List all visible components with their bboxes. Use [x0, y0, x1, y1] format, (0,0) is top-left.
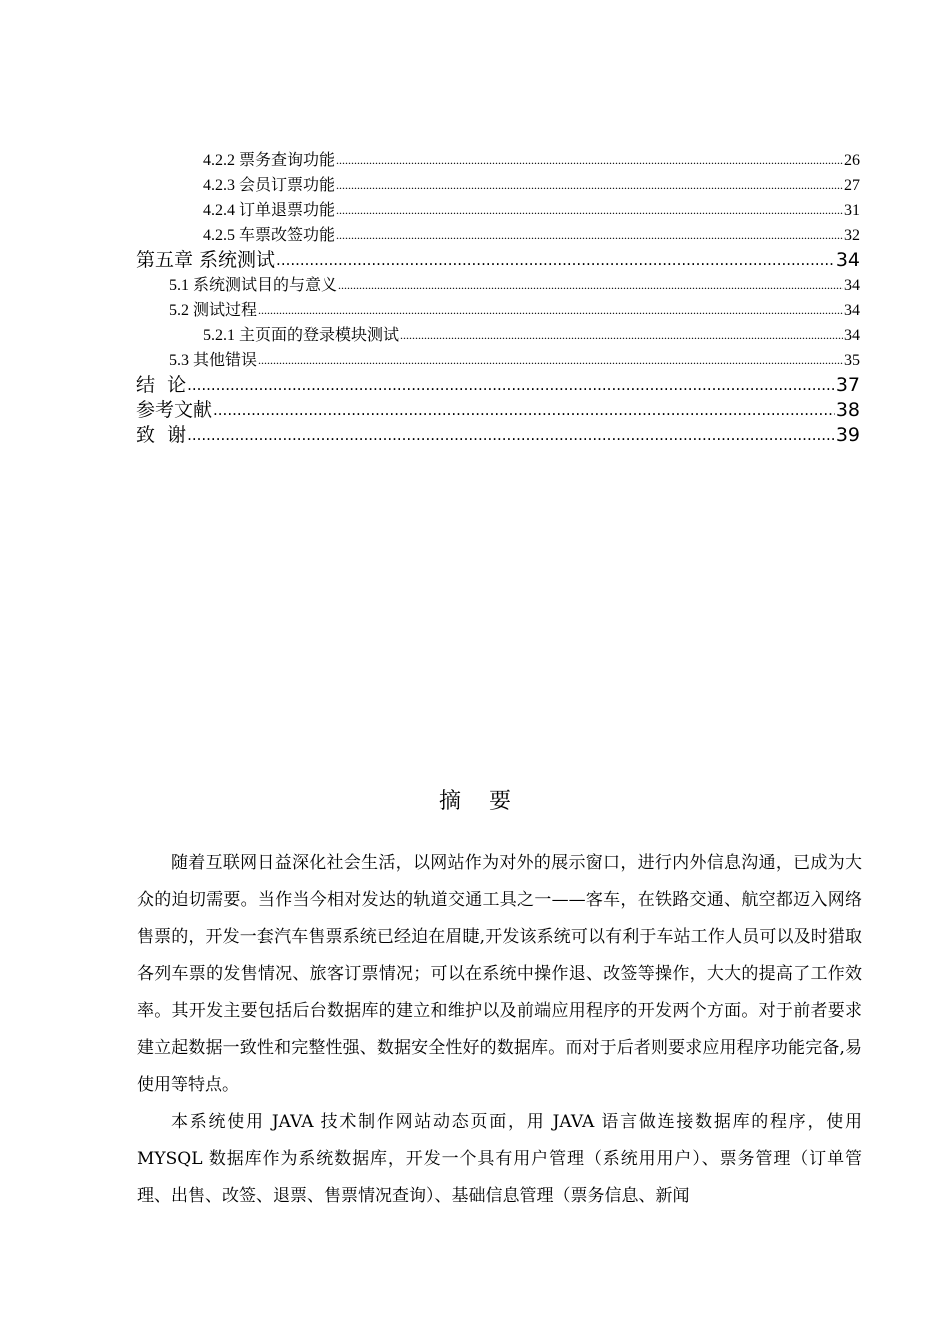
- toc-leader-dots: [187, 373, 835, 398]
- toc-entry[interactable]: [136, 173, 860, 198]
- toc-entry[interactable]: [136, 298, 860, 323]
- toc-entry-page: 27: [844, 177, 860, 194]
- toc-entry[interactable]: [136, 348, 860, 373]
- toc-entry-page: 37: [835, 374, 860, 396]
- toc-leader-dots: [258, 298, 843, 323]
- toc-entry-label: 参考文献: [136, 399, 213, 421]
- toc-entry-page: 34: [844, 277, 860, 294]
- toc-entry-page: 31: [844, 202, 860, 219]
- toc-leader-dots: [276, 248, 835, 273]
- toc-entry-label: 5.2 测试过程: [169, 302, 258, 319]
- toc-entry-page: 39: [835, 424, 860, 446]
- toc-entry-page: 34: [844, 302, 860, 319]
- toc-leader-dots: [336, 173, 843, 198]
- abstract-paragraph: 本系统使用 JAVA 技术制作网站动态页面，用 JAVA 语言做连接数据库的程序，使用 MYSQL 数据库作为系统数据库，开发一个具有用户管理（系统用用户）、票务管理（订单管理、出售、改签、退票、售票情况查询）、基础信息管理（票务信息、新闻: [137, 1112, 862, 1206]
- abstract-paragraph: 随着互联网日益深化社会生活，以网站作为对外的展示窗口，进行内外信息沟通，已成为大众的迫切需要。当作当今相对发达的轨道交通工具之一——客车，在铁路交通、航空都迈入网络售票的，开发一套汽车售票系统已经迫在眉睫,开发该系统可以有利于车站工作人员可以及时猎取各列车票的发售情况、旅客订票情况；可以在系统中操作退、改签等操作，大大的提高了工作效率。其开发主要包括后台数据库的建立和维护以及前端应用程序的开发两个方面。对于前者要求建立起数据一致性和完整性强、数据安全性好的数据库。而对于后者则要求应用程序功能完备,易使用等特点。: [137, 853, 862, 1095]
- toc-leader-dots: [336, 223, 843, 248]
- toc-chapter-entry[interactable]: [136, 373, 860, 398]
- toc-chapter-entry[interactable]: [136, 423, 860, 448]
- toc-chapter-entry[interactable]: [136, 248, 860, 273]
- toc-entry-page: 38: [835, 399, 860, 421]
- toc-leader-dots: [400, 323, 843, 348]
- toc-entry-label: 5.1 系统测试目的与意义: [169, 277, 338, 294]
- toc-entry-page: 26: [844, 152, 860, 169]
- toc-entry-page: 35: [844, 352, 860, 369]
- toc-entry-label: 4.2.4 订单退票功能: [203, 202, 336, 219]
- toc-entry-label: 5.3 其他错误: [169, 352, 258, 369]
- abstract-title: 摘要: [438, 789, 539, 814]
- toc-leader-dots: [336, 198, 843, 223]
- toc-leader-dots: [338, 273, 843, 298]
- toc-entry-label: 结 论: [136, 374, 187, 396]
- toc-leader-dots: [213, 398, 835, 423]
- toc-chapter-entry[interactable]: [136, 398, 860, 423]
- toc-entry-page: 34: [835, 249, 860, 271]
- toc-leader-dots: [258, 348, 843, 373]
- toc-entry[interactable]: [136, 198, 860, 223]
- toc-entry-page: 32: [844, 227, 860, 244]
- abstract-body: [137, 845, 862, 1215]
- toc-entry[interactable]: [136, 273, 860, 298]
- toc-entry-label: 致 谢: [136, 424, 187, 446]
- toc-entry-label: 4.2.5 车票改签功能: [203, 227, 336, 244]
- toc-entry-label: 4.2.2 票务查询功能: [203, 152, 336, 169]
- toc-entry-page: 34: [844, 327, 860, 344]
- toc-entry[interactable]: [136, 323, 860, 348]
- toc-leader-dots: [187, 423, 835, 448]
- toc-entry[interactable]: [136, 223, 860, 248]
- toc-entry-label: 5.2.1 主页面的登录模块测试: [203, 327, 400, 344]
- toc-entry-label: 第五章 系统测试: [136, 249, 276, 271]
- table-of-contents: [136, 148, 860, 448]
- toc-leader-dots: [336, 148, 843, 173]
- toc-entry-label: 4.2.3 会员订票功能: [203, 177, 336, 194]
- toc-entry[interactable]: [136, 148, 860, 173]
